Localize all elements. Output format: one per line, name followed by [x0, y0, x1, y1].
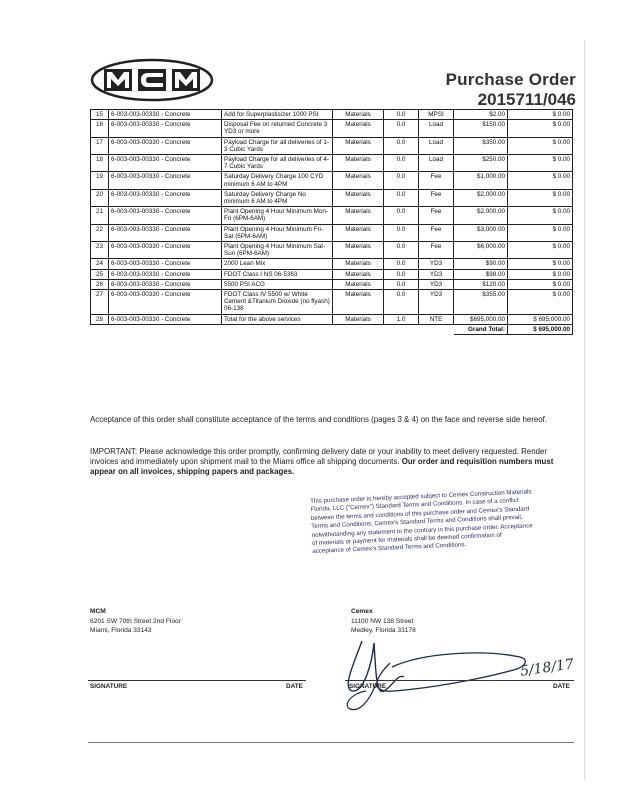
buyer-address-line1: 6201 SW 70th Street 2nd Floor — [90, 617, 181, 625]
table-row — [91, 242, 573, 259]
item-type: Materials — [333, 155, 384, 172]
item-unit-price: $90.00 — [454, 259, 508, 269]
item-quantity: 0.0 — [384, 259, 419, 269]
item-type: Materials — [333, 290, 384, 315]
item-type: Materials — [333, 172, 384, 189]
item-code: 6-003-003-00330 - Concrete — [109, 155, 222, 172]
item-total: $ 0.00 — [508, 172, 573, 189]
table-row — [91, 137, 573, 154]
item-type: Materials — [333, 120, 384, 137]
item-description: FDOT Class I NS 06-5363 — [222, 269, 333, 279]
item-unit-price: $98.00 — [454, 269, 508, 279]
line-number: 16 — [91, 120, 109, 137]
item-quantity: 0.0 — [384, 172, 419, 189]
table-row — [91, 290, 573, 315]
item-total: $ 0.00 — [508, 120, 573, 137]
item-total: $ 0.00 — [508, 155, 573, 172]
item-code: 6-003-003-00330 - Concrete — [109, 279, 222, 289]
item-quantity: 0.0 — [384, 120, 419, 137]
line-number: 23 — [91, 242, 109, 259]
item-description: Plant Opening 4 Hour Minimum Fri-Sat (6PM-6AM) — [222, 224, 333, 241]
item-quantity: 0.0 — [384, 290, 419, 315]
item-code: 6-003-003-00330 - Concrete — [109, 189, 222, 206]
item-unit: Fee — [419, 224, 454, 241]
item-quantity: 0.0 — [384, 137, 419, 154]
item-unit-price: $1,000.00 — [454, 172, 508, 189]
item-unit-price: $2,000.00 — [454, 207, 508, 224]
item-quantity: 0.0 — [384, 189, 419, 206]
table-row — [91, 110, 573, 120]
item-unit-price: $350.00 — [454, 137, 508, 154]
item-description: Disposal Fee on returned Concrete 3 YD3 or more — [222, 120, 333, 137]
seller-address-line2: Medley, Florida 33178 — [351, 627, 416, 634]
important-bold-text: Our order and requisition numbers must appear on all invoices, shipping papers and packages. — [90, 457, 554, 476]
line-number: 22 — [91, 224, 109, 241]
handwritten-signature — [332, 633, 532, 718]
item-unit: Fee — [419, 207, 454, 224]
buyer-address — [90, 607, 181, 636]
line-number: 24 — [91, 259, 109, 269]
buyer-signature-label: SIGNATURE — [90, 683, 128, 690]
item-type: Materials — [333, 269, 384, 279]
item-quantity: 0.0 — [384, 155, 419, 172]
line-number: 17 — [91, 137, 109, 154]
item-description: 5500 PSI ACG — [222, 279, 333, 289]
table-row — [91, 314, 573, 324]
item-unit-price: $695,000.00 — [454, 314, 508, 324]
acceptance-terms: Acceptance of this order shall constitute acceptance of the terms and conditions (pages 3 & 4) on the face and reverse side hereof. — [90, 415, 548, 424]
table-row — [91, 224, 573, 241]
item-code: 6-003-003-00330 - Concrete — [109, 314, 222, 324]
item-unit-price: $2,000.00 — [454, 189, 508, 206]
item-code: 6-003-003-00330 - Concrete — [109, 137, 222, 154]
item-unit: Load — [419, 137, 454, 154]
item-quantity: 0.0 — [384, 279, 419, 289]
item-code: 6-003-003-00330 - Concrete — [109, 172, 222, 189]
item-description: Plant Opening 4 Hour Minimum Sat-Sun (6PM-6AM) — [222, 242, 333, 259]
seller-signature-label: SIGNATURE — [349, 683, 387, 690]
line-number: 28 — [91, 314, 109, 324]
item-quantity: 0.0 — [384, 242, 419, 259]
table-row — [91, 189, 573, 206]
line-number: 25 — [91, 269, 109, 279]
item-unit: NTE — [419, 314, 454, 324]
item-quantity: 0.0 — [384, 224, 419, 241]
item-unit: YD3 — [419, 259, 454, 269]
item-unit-price: $3,000.00 — [454, 224, 508, 241]
item-type: Materials — [333, 224, 384, 241]
item-description: Total for the above services — [222, 314, 333, 324]
item-type: Materials — [333, 314, 384, 324]
grand-total-spacer — [91, 324, 454, 334]
item-quantity: 0.0 — [384, 269, 419, 279]
table-row — [91, 279, 573, 289]
item-description: Add for Superplastisizer 1000 PSI — [222, 110, 333, 120]
item-type: Materials — [333, 110, 384, 120]
table-row — [91, 155, 573, 172]
item-unit-price: $120.00 — [454, 279, 508, 289]
important-text: IMPORTANT: Please acknowledge this order promptly, confirming delivery date or your inability to meet delivery requested. Render invoices and immediately upon shipment mail to the Miami office all shipping documents. — [90, 447, 547, 466]
item-unit-price: $6,000.00 — [454, 242, 508, 259]
line-number: 21 — [91, 207, 109, 224]
seller-name: Cemex — [351, 608, 373, 615]
line-number: 15 — [91, 110, 109, 120]
table-row — [91, 269, 573, 279]
cemex-acceptance-stamp: This purchase order is hereby accepted subject to Cemex Construction Materials Florida, LLC ("Cemex") Standard Terms and Conditions. In case of a conflict between the terms and conditions of this purchase order and Cemex's Standard Terms and Conditions, Cemex's Standard Terms and Conditions shall prevail, notwithstanding any statement to the contrary in this purchase order. Acceptance of materials or payment for materials shall be deemed confirmation of acceptance of Cemex's Standard Terms and Conditions. — [310, 488, 533, 556]
item-description: Plant Opening 4 Hour Minimum Mon-Fri (6PM-6AM) — [222, 207, 333, 224]
item-description: Saturday Delivery Charge 100 CYD minimum 6 AM to 4PM — [222, 172, 333, 189]
item-total: $ 0.00 — [508, 242, 573, 259]
item-unit: YD3 — [419, 269, 454, 279]
item-type: Materials — [333, 207, 384, 224]
handwritten-date: 5/18/17 — [519, 656, 575, 680]
item-quantity: 0.0 — [384, 110, 419, 120]
item-code: 6-003-003-00330 - Concrete — [109, 290, 222, 315]
item-unit: Fee — [419, 242, 454, 259]
item-quantity: 1.0 — [384, 314, 419, 324]
item-unit: Fee — [419, 172, 454, 189]
table-row — [91, 259, 573, 269]
item-total: $ 0.00 — [508, 269, 573, 279]
item-code: 6-003-003-00330 - Concrete — [109, 269, 222, 279]
table-row — [91, 207, 573, 224]
item-unit-price: $355.00 — [454, 290, 508, 315]
important-notice — [90, 447, 576, 477]
footer-divider — [88, 742, 574, 743]
seller-address-line1: 11100 NW 138 Street — [351, 617, 414, 625]
item-unit: Fee — [419, 189, 454, 206]
item-code: 6-003-003-00330 - Concrete — [109, 110, 222, 120]
line-number: 19 — [91, 172, 109, 189]
buyer-address-line2: Miami, Florida 33143 — [90, 627, 152, 634]
item-unit-price: $250.00 — [454, 155, 508, 172]
item-unit: Load — [419, 120, 454, 137]
item-type: Materials — [333, 242, 384, 259]
item-unit: MPSI — [419, 110, 454, 120]
grand-total-row — [91, 324, 573, 334]
table-row — [91, 120, 573, 137]
item-total: $ 0.00 — [508, 279, 573, 289]
line-number: 20 — [91, 189, 109, 206]
item-total: $ 695,000.00 — [508, 314, 573, 324]
grand-total-value: $ 695,000.00 — [508, 324, 573, 334]
item-unit: YD3 — [419, 290, 454, 315]
item-total: $ 0.00 — [508, 259, 573, 269]
page-title: Purchase Order — [445, 70, 576, 89]
item-type: Materials — [333, 279, 384, 289]
item-unit: Load — [419, 155, 454, 172]
item-unit-price: $2.00 — [454, 110, 508, 120]
item-code: 6-003-003-00330 - Concrete — [109, 224, 222, 241]
item-type: Materials — [333, 189, 384, 206]
seller-address — [351, 607, 416, 636]
grand-total-label: Grand Total: — [454, 324, 508, 334]
item-description: Payload Charge for all deliveries of 4-7 Cubic Yards — [222, 155, 333, 172]
mcm-logo-icon — [90, 58, 214, 102]
buyer-date-label: DATE — [286, 683, 303, 690]
item-total: $ 0.00 — [508, 189, 573, 206]
line-number: 18 — [91, 155, 109, 172]
buyer-signature-line — [88, 680, 306, 681]
table-row — [91, 172, 573, 189]
po-number: 2015711/046 — [477, 90, 576, 109]
item-total: $ 0.00 — [508, 290, 573, 315]
item-description: Saturday Delivery Charge No minimum 6 AM to 4PM — [222, 189, 333, 206]
page-edge — [584, 40, 585, 780]
item-total: $ 0.00 — [508, 137, 573, 154]
item-total: $ 0.00 — [508, 110, 573, 120]
seller-date-label: DATE — [553, 683, 570, 690]
item-type: Materials — [333, 259, 384, 269]
item-code: 6-003-003-00330 - Concrete — [109, 242, 222, 259]
item-total: $ 0.00 — [508, 224, 573, 241]
item-code: 6-003-003-00330 - Concrete — [109, 120, 222, 137]
item-description: FDOT Class IV 5500 w/ White Cement &Titanium Dioxide (no flyash) 06-138 — [222, 290, 333, 315]
item-description: 2000 Lean Mix — [222, 259, 333, 269]
item-code: 6-003-003-00330 - Concrete — [109, 259, 222, 269]
seller-signature-line — [345, 680, 574, 681]
item-total: $ 0.00 — [508, 207, 573, 224]
item-code: 6-003-003-00330 - Concrete — [109, 207, 222, 224]
item-quantity: 0.0 — [384, 207, 419, 224]
line-number: 26 — [91, 279, 109, 289]
buyer-name: MCM — [90, 608, 106, 615]
line-number: 27 — [91, 290, 109, 315]
item-unit: YD3 — [419, 279, 454, 289]
line-items-table — [90, 109, 573, 335]
item-unit-price: $150.00 — [454, 120, 508, 137]
po-header — [446, 70, 576, 110]
mcm-logo — [90, 58, 214, 102]
item-description: Payload Charge for all deliveries of 1-3 Cubic Yards — [222, 137, 333, 154]
item-type: Materials — [333, 137, 384, 154]
